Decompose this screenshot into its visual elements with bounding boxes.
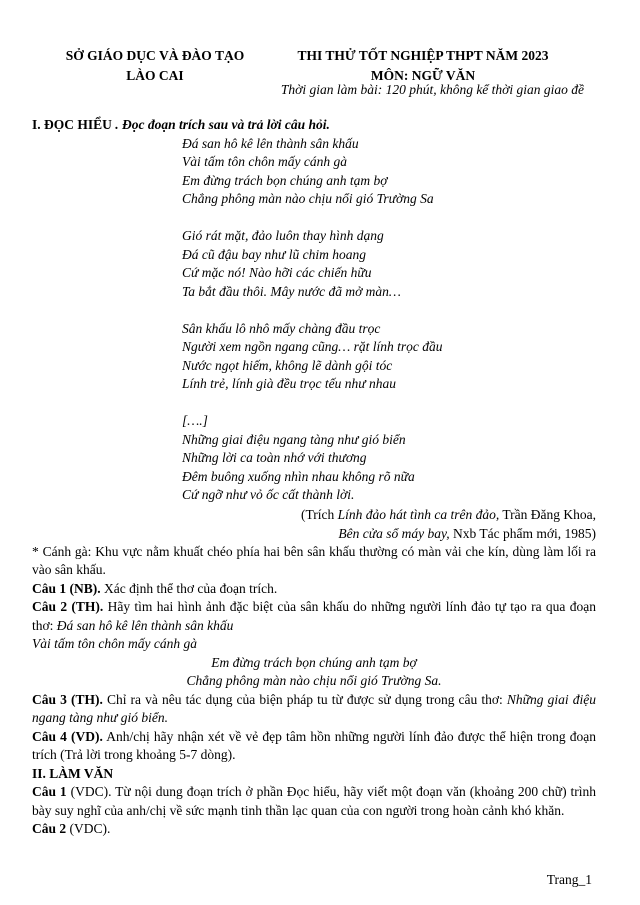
essay-question-1-label: Câu 1 [32, 784, 67, 799]
section1-instruction: . Đọc đoạn trích sau và trả lời câu hỏi. [111, 117, 330, 132]
question-4-label: Câu 4 (VD). [32, 728, 103, 744]
poem-line: Đá cũ đậu bay như lũ chim hoang [182, 246, 366, 262]
question-1 [32, 580, 596, 599]
question-2-text: Hãy tìm hai hình ảnh đặc biệt của sân khấu do những người lính đảo tự tạo ra qua đoạn thơ: [32, 599, 596, 633]
citation-book: Bên cửa sổ máy bay, [338, 525, 450, 541]
question-2-quote: Chẳng phông màn nào chịu nổi gió Trường Sa. [186, 673, 442, 688]
question-2-quote: Vài tấm tôn chôn mấy cánh gà [32, 636, 197, 651]
question-1-text: Xác định thể thơ của đoạn trích. [100, 580, 278, 596]
province-name: LÀO CAI [126, 68, 184, 83]
poem-line: Lính trẻ, lính già đều trọc tếu như nhau [182, 376, 396, 391]
footnote: * Cánh gà: Khu vực nằm khuất chéo phía hai bên sân khấu thường có màn vải che kín, dùng làm lối ra vào sân khấu. [32, 543, 596, 577]
exam-header [258, 46, 588, 86]
poem-ellipsis: [….] [182, 413, 208, 428]
poem-line: Cứ mặc nó! Nào hỡi các chiến hữu [182, 265, 372, 280]
department-name: SỞ GIÁO DỤC VÀ ĐÀO TẠO [65, 48, 245, 63]
question-4-text: Anh/chị hãy nhận xét về vẻ đẹp tâm hồn những người lính đảo được thể hiện trong đoạn trích (Trả lời trong khoảng 5-7 dòng). [32, 728, 596, 762]
question-4 [32, 728, 596, 765]
exam-content [32, 116, 596, 839]
essay-question-2-label: Câu 2 [32, 821, 67, 836]
poem-line: Những lời ca toàn nhớ với thương [182, 450, 367, 465]
section1-heading [32, 116, 596, 135]
poem [182, 135, 596, 505]
poem-line: Đêm buông xuống nhìn nhau không rõ nữa [182, 468, 415, 484]
section2-title: II. LÀM VĂN [32, 765, 114, 781]
citation-author: Trần Đăng Khoa, [499, 506, 596, 522]
poem-line: Nước ngọt hiếm, không lẽ dành gội tóc [182, 357, 393, 373]
citation-prefix: (Trích [300, 506, 338, 522]
poem-line: Gió rát mặt, đảo luôn thay hình dạng [182, 228, 384, 243]
page-number: Trang_1 [546, 872, 592, 887]
exam-title: THI THỬ TỐT NGHIỆP THPT NĂM 2023 [297, 48, 549, 63]
subject-name: MÔN: NGỮ VĂN [370, 68, 476, 83]
poem-line: Sân khấu lô nhô mấy chàng đầu trọc [182, 320, 381, 336]
question-3-label: Câu 3 (TH). [32, 691, 103, 707]
essay-question-1 [32, 783, 596, 820]
department-header [60, 46, 250, 86]
essay-question-1-text: (VDC). Từ nội dung đoạn trích ở phần Đọc hiểu, hãy viết một đoạn văn (khoảng 200 chữ) trình bày suy nghĩ của anh/chị về sức mạnh tinh thần lạc quan của con người trong hoàn cảnh khó khăn. [32, 784, 597, 818]
question-1-label: Câu 1 (NB). [32, 580, 101, 596]
poem-line: Người xem ngồn ngang cũng… rặt lính trọc đầu [182, 339, 443, 354]
question-2-quote: Em đừng trách bọn chúng anh tạm bợ [211, 654, 417, 670]
citation [32, 505, 596, 543]
poem-line: Đá san hô kê lên thành sân khấu [182, 135, 359, 151]
poem-line: Cứ ngỡ như vỏ ốc cất thành lời. [182, 487, 355, 502]
essay-question-2-text: (VDC). [66, 821, 111, 836]
essay-question-2 [32, 820, 596, 839]
question-3-quote: Những giai điệu ngang tàng như gió biển. [32, 691, 596, 725]
question-3-text: Chỉ ra và nêu tác dụng của biện pháp tu từ được sử dụng trong câu thơ: [102, 691, 507, 707]
section1-title: I. ĐỌC HIỂU [32, 117, 112, 132]
poem-line: Vài tấm tôn chôn mấy cánh gà [182, 154, 347, 169]
poem-line: Em đừng trách bọn chúng anh tạm bợ [182, 172, 388, 188]
poem-line: Những giai điệu ngang tàng như gió biển [182, 431, 406, 447]
question-2-label: Câu 2 (TH). [32, 599, 104, 614]
poem-line: Chẳng phông màn nào chịu nổi gió Trường Sa [182, 191, 434, 206]
question-2-quote: Đá san hô kê lên thành sân khấu [56, 617, 234, 633]
citation-publisher: Nxb Tác phẩm mới, 1985) [449, 525, 596, 541]
question-3 [32, 691, 596, 728]
question-2 [32, 598, 596, 635]
poem-line: Ta bắt đầu thôi. Mây nước đã mở màn… [182, 283, 401, 299]
citation-title: Lính đảo hát tình ca trên đảo, [337, 506, 500, 522]
time-note: Thời gian làm bài: 120 phút, không kể thời gian giao đề [280, 82, 584, 97]
